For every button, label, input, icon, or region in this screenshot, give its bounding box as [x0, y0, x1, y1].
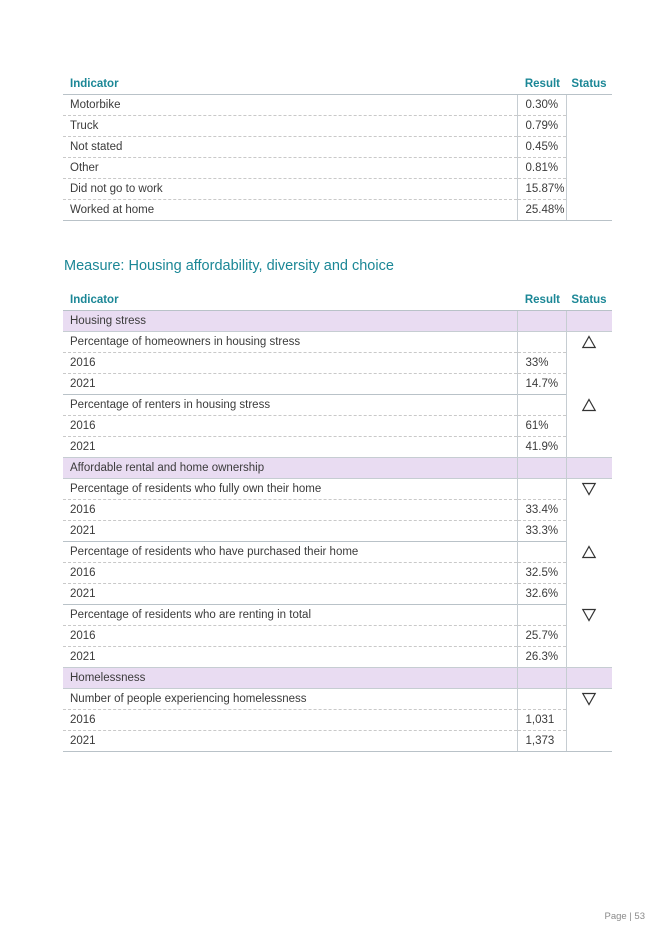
- year-label: 2016: [63, 563, 517, 584]
- page-number: Page | 53: [604, 911, 645, 922]
- header-indicator: Indicator: [63, 74, 517, 95]
- year-value: 1,373: [517, 731, 566, 752]
- year-label: 2016: [63, 500, 517, 521]
- indicator-result-cell: [517, 542, 566, 563]
- year-row: [63, 710, 612, 731]
- row-label: Not stated: [63, 137, 517, 158]
- category-label: Affordable rental and home ownership: [63, 458, 517, 479]
- header-result: Result: [517, 290, 566, 311]
- table-row: [63, 95, 612, 116]
- year-label: 2021: [63, 647, 517, 668]
- year-value: 25.7%: [517, 626, 566, 647]
- year-label: 2016: [63, 626, 517, 647]
- row-result: 0.81%: [517, 158, 566, 179]
- housing-table: [63, 290, 612, 752]
- year-row: [63, 626, 612, 647]
- year-label: 2021: [63, 521, 517, 542]
- header-result: Result: [517, 74, 566, 95]
- year-value: 32.6%: [517, 584, 566, 605]
- indicator-row: [63, 395, 612, 416]
- category-label: Housing stress: [63, 311, 517, 332]
- category-result-cell: [517, 311, 566, 332]
- header-indicator: Indicator: [63, 290, 517, 311]
- status-cell: [566, 95, 612, 221]
- year-value: 61%: [517, 416, 566, 437]
- status-cell: [566, 395, 612, 458]
- row-result: 15.87%: [517, 179, 566, 200]
- indicator-label: Number of people experiencing homelessness: [63, 689, 517, 710]
- down-triangle-icon: [581, 691, 597, 707]
- up-triangle-icon: [581, 397, 597, 413]
- year-value: 33.3%: [517, 521, 566, 542]
- indicator-result-cell: [517, 332, 566, 353]
- year-row: [63, 437, 612, 458]
- row-result: 0.30%: [517, 95, 566, 116]
- table-row: [63, 116, 612, 137]
- status-cell: [566, 479, 612, 542]
- header-status: Status: [566, 74, 612, 95]
- year-value: 14.7%: [517, 374, 566, 395]
- row-result: 0.79%: [517, 116, 566, 137]
- year-row: [63, 647, 612, 668]
- row-result: 25.48%: [517, 200, 566, 221]
- indicator-result-cell: [517, 605, 566, 626]
- year-value: 32.5%: [517, 563, 566, 584]
- year-row: [63, 353, 612, 374]
- year-label: 2021: [63, 731, 517, 752]
- year-row: [63, 374, 612, 395]
- down-triangle-icon: [581, 607, 597, 623]
- category-status-cell: [566, 668, 612, 689]
- transport-table: [63, 74, 612, 221]
- indicator-row: [63, 479, 612, 500]
- category-row: [63, 311, 612, 332]
- year-value: 41.9%: [517, 437, 566, 458]
- indicator-row: [63, 332, 612, 353]
- year-label: 2021: [63, 437, 517, 458]
- year-row: [63, 584, 612, 605]
- table-header-row: [63, 290, 612, 311]
- row-label: Worked at home: [63, 200, 517, 221]
- category-label: Homelessness: [63, 668, 517, 689]
- measure-heading: Measure: Housing affordability, diversity and choice: [64, 258, 394, 274]
- category-result-cell: [517, 668, 566, 689]
- table-header-row: [63, 74, 612, 95]
- status-cell: [566, 605, 612, 668]
- year-label: 2021: [63, 584, 517, 605]
- up-triangle-icon: [581, 544, 597, 560]
- year-label: 2016: [63, 710, 517, 731]
- year-row: [63, 416, 612, 437]
- year-value: 33.4%: [517, 500, 566, 521]
- row-label: Did not go to work: [63, 179, 517, 200]
- indicator-label: Percentage of residents who are renting in total: [63, 605, 517, 626]
- table-row: [63, 200, 612, 221]
- table-row: [63, 158, 612, 179]
- year-label: 2021: [63, 374, 517, 395]
- down-triangle-icon: [581, 481, 597, 497]
- status-cell: [566, 332, 612, 395]
- status-cell: [566, 542, 612, 605]
- indicator-result-cell: [517, 689, 566, 710]
- year-value: 26.3%: [517, 647, 566, 668]
- indicator-row: [63, 605, 612, 626]
- header-status: Status: [566, 290, 612, 311]
- year-label: 2016: [63, 353, 517, 374]
- category-row: [63, 458, 612, 479]
- indicator-label: Percentage of residents who have purchased their home: [63, 542, 517, 563]
- year-value: 1,031: [517, 710, 566, 731]
- status-cell: [566, 689, 612, 752]
- indicator-result-cell: [517, 479, 566, 500]
- year-row: [63, 500, 612, 521]
- indicator-row: [63, 689, 612, 710]
- category-result-cell: [517, 458, 566, 479]
- year-row: [63, 521, 612, 542]
- table-row: [63, 179, 612, 200]
- indicator-label: Percentage of homeowners in housing stress: [63, 332, 517, 353]
- year-row: [63, 563, 612, 584]
- row-label: Other: [63, 158, 517, 179]
- up-triangle-icon: [581, 334, 597, 350]
- category-row: [63, 668, 612, 689]
- year-label: 2016: [63, 416, 517, 437]
- row-label: Truck: [63, 116, 517, 137]
- indicator-label: Percentage of renters in housing stress: [63, 395, 517, 416]
- category-status-cell: [566, 458, 612, 479]
- year-row: [63, 731, 612, 752]
- row-label: Motorbike: [63, 95, 517, 116]
- row-result: 0.45%: [517, 137, 566, 158]
- year-value: 33%: [517, 353, 566, 374]
- indicator-row: [63, 542, 612, 563]
- indicator-result-cell: [517, 395, 566, 416]
- table-row: [63, 137, 612, 158]
- indicator-label: Percentage of residents who fully own their home: [63, 479, 517, 500]
- category-status-cell: [566, 311, 612, 332]
